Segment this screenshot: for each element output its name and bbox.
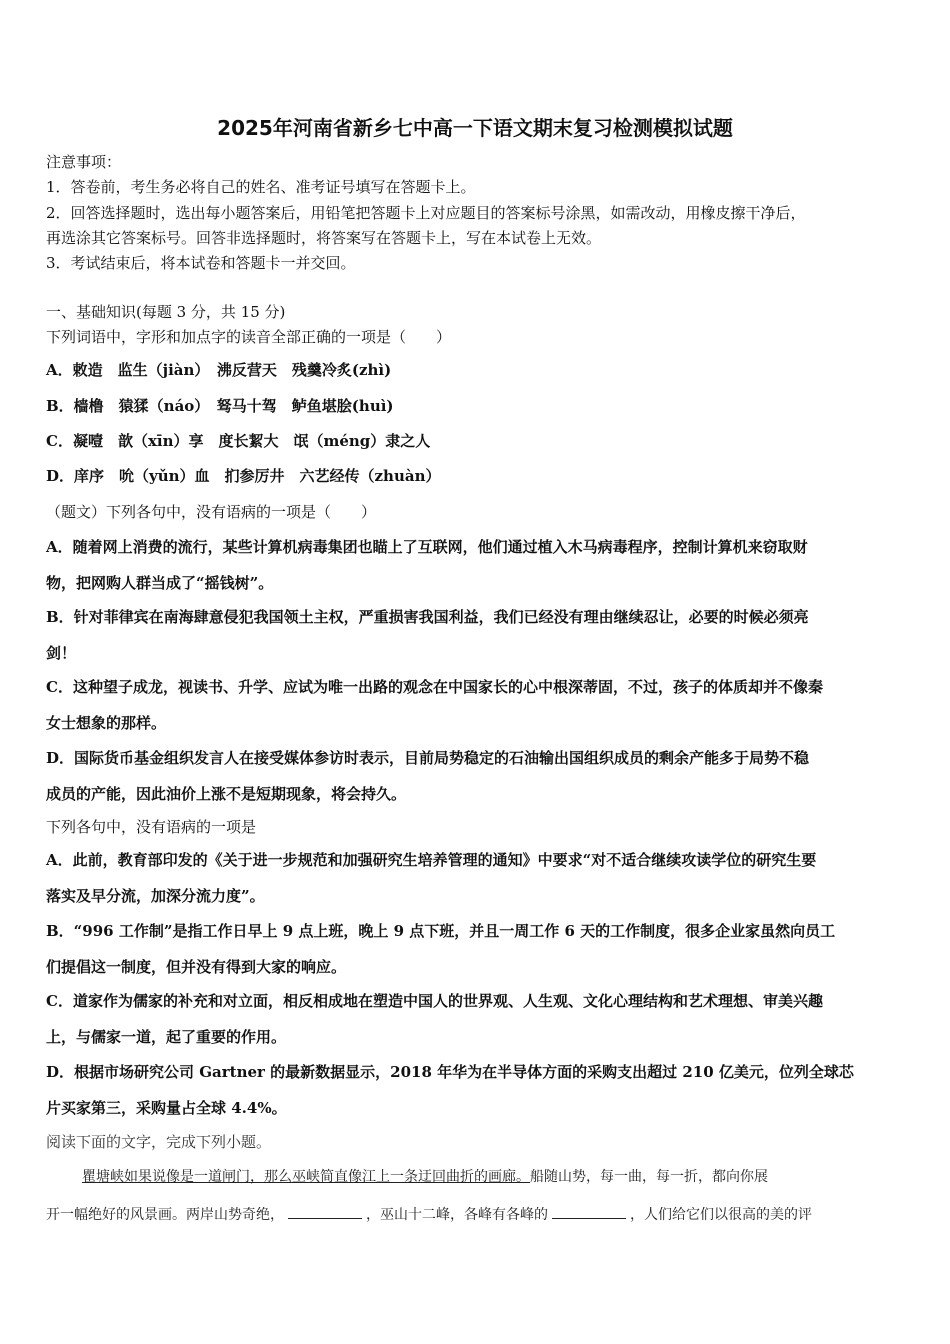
question-stem: 下列词语中，字形和加点字的读音全部正确的一项是（ ） bbox=[46, 328, 452, 346]
notice-item: 1．答卷前，考生务必将自己的姓名、准考证号填写在答题卡上。 bbox=[46, 178, 476, 196]
answer-option: B．针对菲律宾在南海肆意侵犯我国领土主权，严重损害我国利益，我们已经没有理由继续忍让，必要的时候必须亮 bbox=[46, 608, 809, 626]
notice-item: 3．考试结束后，将本试卷和答题卡一并交回。 bbox=[46, 254, 356, 272]
answer-option: B．“996 工作制”是指工作日早上 9 点上班，晚上 9 点下班，并且一周工作 6 天的工作制度，很多企业家虽然向员工 bbox=[46, 922, 836, 940]
answer-option-continued: 上，与儒家一道，起了重要的作用。 bbox=[46, 1028, 287, 1046]
answer-option: A．此前，教育部印发的《关于进一步规范和加强研究生培养管理的通知》中要求“对不适合继续攻读学位的研究生要 bbox=[46, 851, 817, 869]
notice-heading: 注意事项： bbox=[46, 153, 122, 171]
answer-option: A．随着网上消费的流行，某些计算机病毒集团也瞄上了互联网，他们通过植入木马病毒程序，控制计算机来窃取财 bbox=[46, 538, 808, 556]
answer-option: C．凝噎 歆（xīn）享 度长絜大 氓（méng）隶之人 bbox=[46, 432, 431, 450]
answer-option-continued: 片买家第三，采购量占全球 4.4%。 bbox=[46, 1099, 287, 1117]
passage-line bbox=[46, 1204, 812, 1225]
answer-option-continued: 剑！ bbox=[46, 644, 77, 662]
answer-option: A．敕造 监生（jiàn） 沸反营天 残羹冷炙(zhì) bbox=[46, 361, 392, 379]
question-stem: 下列各句中，没有语病的一项是 bbox=[46, 818, 257, 836]
answer-option: B．樯橹 猿猱（náo） 驽马十驾 鲈鱼堪脍(huì) bbox=[46, 397, 394, 415]
underlined-sentence: 瞿塘峡如果说像是一道闸门，那么巫峡简直像江上一条迂回曲折的画廊。 bbox=[82, 1169, 530, 1185]
notice-item: 2．回答选择题时，选出每小题答案后，用铅笔把答题卡上对应题目的答案标号涂黑，如需改动，用橡皮擦干净后， bbox=[46, 204, 806, 222]
passage-text: ，人们给它们以很高的美的评 bbox=[630, 1207, 812, 1223]
question-stem: （题文）下列各句中，没有语病的一项是（ ） bbox=[46, 503, 377, 521]
passage-text: 开一幅绝好的风景画。两岸山势奇绝， bbox=[46, 1207, 284, 1223]
page-title: 2025年河南省新乡七中高一下语文期末复习检测模拟试题 bbox=[217, 116, 733, 140]
answer-option: D．根据市场研究公司 Gartner 的最新数据显示，2018 年华为在半导体方面的采购支出超过 210 亿美元，位列全球芯 bbox=[46, 1063, 854, 1081]
answer-option-continued: 成员的产能，因此油价上涨不是短期现象，将会持久。 bbox=[46, 785, 407, 803]
answer-option: D．国际货币基金组织发言人在接受媒体参访时表示，目前局势稳定的石油输出国组织成员的剩余产能多于局势不稳 bbox=[46, 749, 810, 767]
answer-option-continued: 们提倡这一制度，但并没有得到大家的响应。 bbox=[46, 958, 347, 976]
passage-line bbox=[82, 1167, 768, 1187]
reading-instruction: 阅读下面的文字，完成下列小题。 bbox=[46, 1133, 272, 1151]
answer-option: C．道家作为儒家的补充和对立面，相反相成地在塑造中国人的世界观、人生观、文化心理结构和艺术理想、审美兴趣 bbox=[46, 992, 823, 1010]
answer-option: C．这种望子成龙，视读书、升学、应试为唯一出路的观念在中国家长的心中根深蒂固，不过，孩子的体质却并不像秦 bbox=[46, 678, 823, 696]
answer-option-continued: 女士想象的那样。 bbox=[46, 714, 167, 732]
fill-blank[interactable] bbox=[288, 1204, 362, 1219]
answer-option-continued: 物，把网购人群当成了“摇钱树”。 bbox=[46, 574, 274, 592]
answer-option: D．庠序 吮（yǔn）血 扪参厉井 六艺经传（zhuàn） bbox=[46, 467, 441, 485]
section-heading: 一、基础知识(每题 3 分，共 15 分) bbox=[46, 303, 286, 321]
fill-blank[interactable] bbox=[552, 1204, 626, 1219]
notice-item: 再选涂其它答案标号。回答非选择题时，将答案写在答题卡上，写在本试卷上无效。 bbox=[46, 229, 602, 247]
passage-text: ，巫山十二峰，各峰有各峰的 bbox=[366, 1207, 548, 1223]
passage-text: 船随山势，每一曲，每一折，都向你展 bbox=[530, 1169, 768, 1185]
answer-option-continued: 落实及早分流，加深分流力度”。 bbox=[46, 887, 265, 905]
